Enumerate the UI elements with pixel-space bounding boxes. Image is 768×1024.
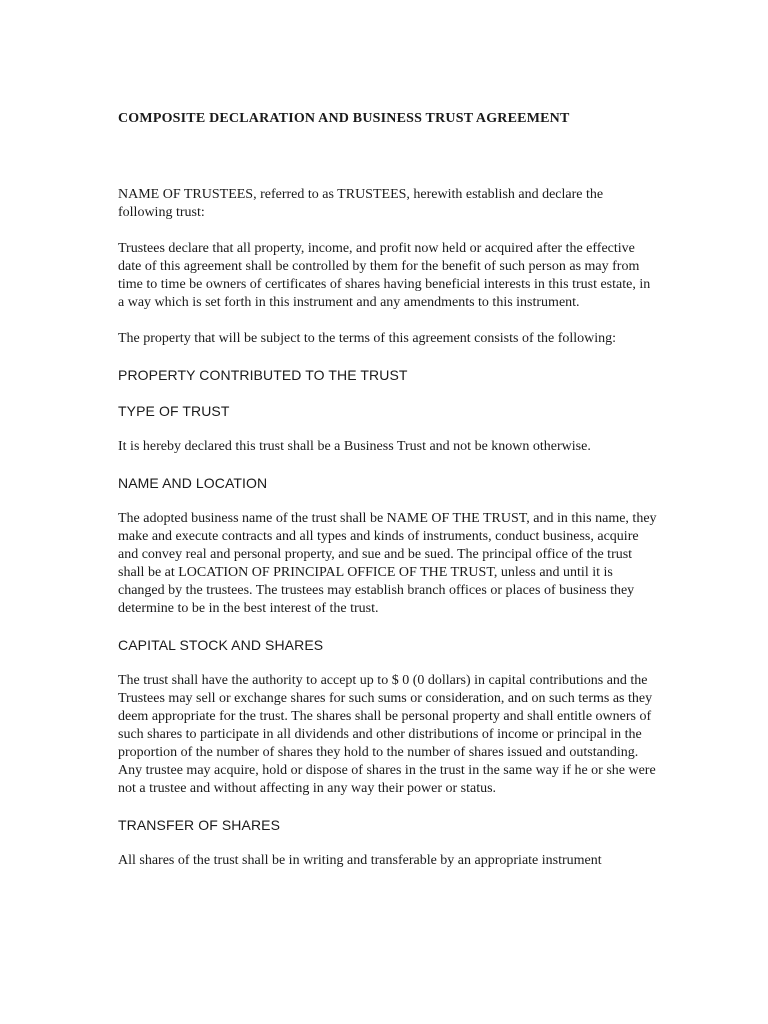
heading-name-and-location: NAME AND LOCATION [118, 475, 268, 491]
heading-type-of-trust: TYPE OF TRUST [118, 403, 230, 419]
paragraph-name-and-location: The adopted business name of the trust shall be NAME OF THE TRUST, and in this name, they make and execute contracts and all types and kinds of instruments, conduct business, acquire and convey real and personal property, and sue and be sued. The principal office of the trust shall be at LOCATION OF PRINCIPAL OFFICE OF THE TRUST, unless and until it is changed by the trustees. The trustees may establish branch offices or places of business they determine to be in the best interest of the trust. [118, 511, 657, 616]
heading-transfer-of-shares: TRANSFER OF SHARES [118, 817, 281, 833]
paragraph-property-subject: The property that will be subject to the terms of this agreement consists of the following: [118, 331, 617, 346]
paragraph-type-of-trust: It is hereby declared this trust shall be a Business Trust and not be known otherwise. [118, 439, 591, 454]
heading-property-contributed: PROPERTY CONTRIBUTED TO THE TRUST [118, 367, 408, 383]
heading-capital-stock: CAPITAL STOCK AND SHARES [118, 637, 324, 653]
paragraph-trustees-intro: NAME OF TRUSTEES, referred to as TRUSTEES, herewith establish and declare the following trust: [118, 187, 604, 220]
document-title: COMPOSITE DECLARATION AND BUSINESS TRUST AGREEMENT [118, 111, 570, 126]
paragraph-trustees-declare: Trustees declare that all property, income, and profit now held or acquired after the effective date of this agreement shall be controlled by them for the benefit of such person as may from time to time be owners of certificates of shares having beneficial interests in this trust estate, in a way which is set forth in this instrument and any amendments to this instrument. [118, 241, 651, 310]
paragraph-capital-stock: The trust shall have the authority to accept up to $ 0 (0 dollars) in capital contributions and the Trustees may sell or exchange shares for such sums or consideration, and on such terms as they deem appropriate for the trust. The shares shall be personal property and shall entitle owners of such shares to participate in all dividends and other distributions of income or principal in the proportion of the number of shares they hold to the number of shares issued and outstanding. Any trustee may acquire, hold or dispose of shares in the trust in the same way if he or she were not a trustee and without affecting in any way their power or status. [118, 673, 656, 796]
paragraph-transfer-of-shares: All shares of the trust shall be in writing and transferable by an appropriate instrument [118, 853, 602, 868]
